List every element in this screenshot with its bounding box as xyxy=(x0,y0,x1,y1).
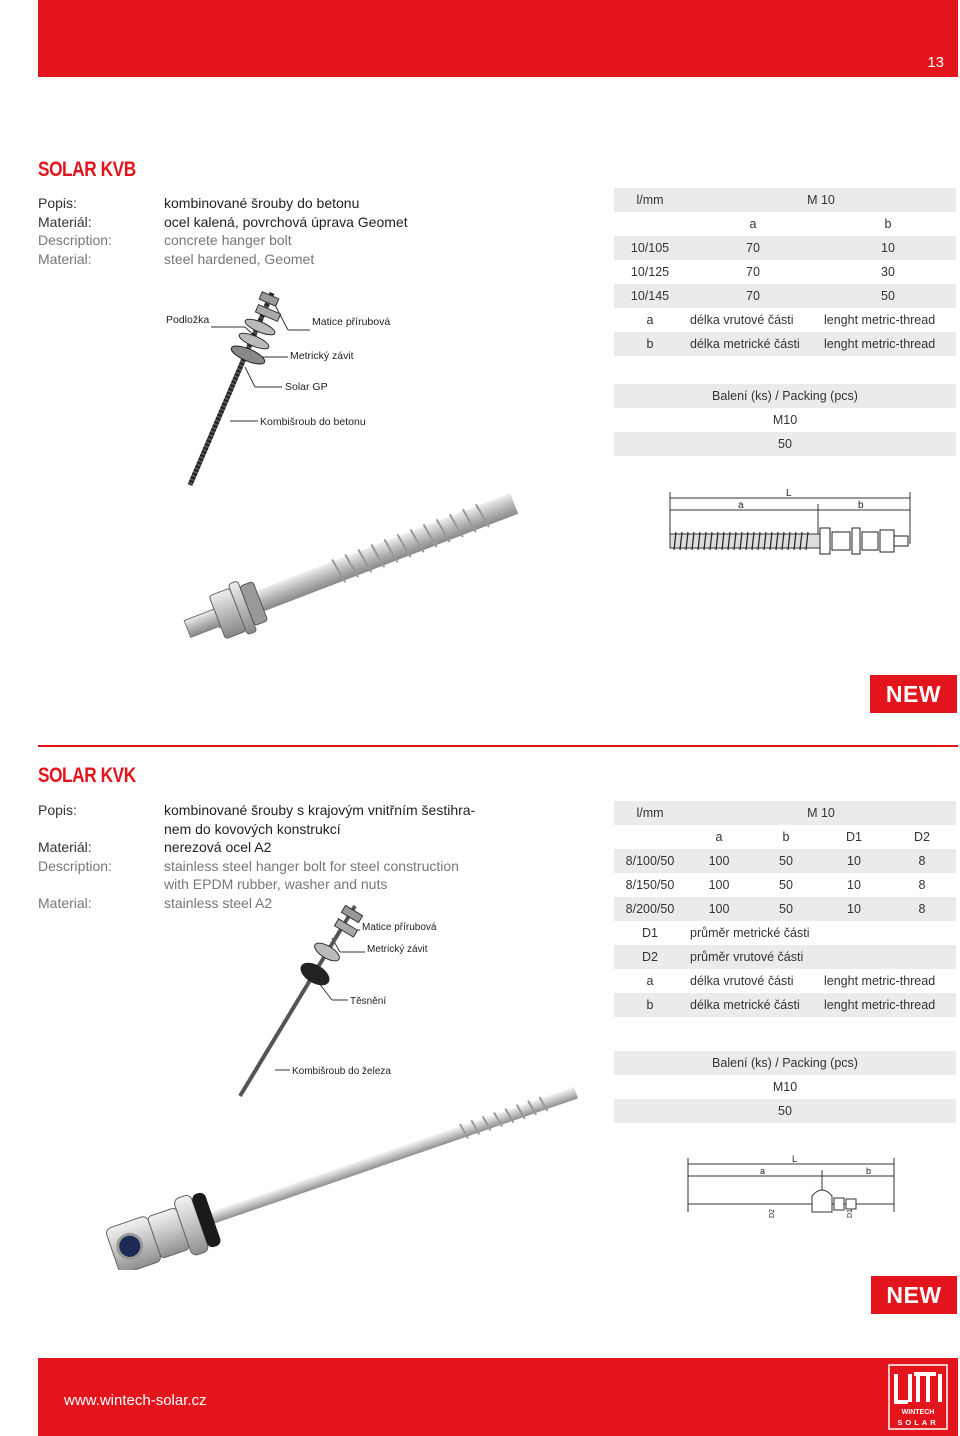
new-badge: NEW xyxy=(870,675,957,713)
packing-qty: 50 xyxy=(614,432,956,456)
table-header-l: l/mm xyxy=(614,188,686,212)
table-subheader-a: a xyxy=(686,825,752,849)
spec-label: Popis: xyxy=(38,195,77,211)
wintech-logo-icon xyxy=(888,1364,948,1430)
kvk-title: SOLAR KVK xyxy=(38,764,136,787)
table-subheader-a: a xyxy=(686,212,820,236)
dim-b: b xyxy=(858,500,864,511)
kvk-size-table xyxy=(614,801,956,1017)
table-header-m10: M 10 xyxy=(686,801,956,825)
spec-value: ocel kalená, povrchová úprava Geomet xyxy=(164,213,408,230)
new-badge: NEW xyxy=(871,1276,957,1314)
spec-value: concrete hanger bolt xyxy=(164,232,292,248)
spec-value: steel hardened, Geomet xyxy=(164,250,315,267)
dim-L: L xyxy=(792,1154,798,1164)
callout-bolt: Kombišroub do železa xyxy=(292,1066,391,1077)
callout-bolt: Kombišroub do betonu xyxy=(260,416,366,428)
kvb-technical-drawing xyxy=(668,484,914,556)
logo-sub: SOLAR xyxy=(897,1418,939,1427)
kvk-technical-drawing xyxy=(682,1152,900,1228)
callout-metric-thread: Metrický závit xyxy=(290,350,354,362)
dim-b: b xyxy=(866,1166,872,1176)
callout-washer: Podložka xyxy=(166,314,210,326)
table-row: 8/100/50 100 50 10 8 xyxy=(614,849,956,873)
packing-qty: 50 xyxy=(614,1099,956,1123)
callout-metric-thread: Metrický závit xyxy=(367,944,428,955)
legend-row: D1 průměr metrické části xyxy=(614,921,956,945)
table-header-l: l/mm xyxy=(614,801,686,825)
table-row: 8/200/50 100 50 10 8 xyxy=(614,897,956,921)
table-row: 8/150/50 100 50 10 8 xyxy=(614,873,956,897)
spec-value: kombinované šrouby do betonu xyxy=(164,195,360,211)
legend-row: b délka metrické části lenght metric-thread xyxy=(614,332,956,356)
table-subheader-d1: D1 xyxy=(820,825,888,849)
packing-size: M10 xyxy=(772,413,798,427)
spec-label: Materiál: xyxy=(38,213,92,230)
kvb-size-table xyxy=(614,188,956,356)
section-divider xyxy=(38,745,958,747)
kvk-shaft xyxy=(205,1087,578,1225)
packing-title: Balení (ks) / Packing (pcs) xyxy=(614,1051,956,1075)
kvk-seal-shape xyxy=(297,958,334,990)
legend-row: a délka vrutové části lenght metric-thread xyxy=(614,969,956,993)
table-row: 10/125 70 30 xyxy=(614,260,956,284)
page-number: 13 xyxy=(927,54,944,71)
spec-value: nerezová ocel A2 xyxy=(164,839,272,855)
spec-value: stainless steel A2 xyxy=(164,894,273,911)
dim-a: a xyxy=(760,1166,766,1176)
callout-flange-nut: Matice přírubová xyxy=(312,316,391,328)
spec-value: kombinované šrouby s krajovým vnitřním šestihra- xyxy=(164,802,476,818)
callout-solar-gp: Solar GP xyxy=(285,381,328,393)
spec-value: with EPDM rubber, washer and nuts xyxy=(164,876,388,892)
spec-label: Materiál: xyxy=(38,839,92,855)
kvb-product-photo xyxy=(140,480,540,690)
callout-seal: Těsnění xyxy=(350,996,387,1007)
kvk-packing-table xyxy=(614,1051,956,1123)
table-row: 10/145 70 50 xyxy=(614,284,956,308)
spec-label: Material: xyxy=(38,250,92,267)
kvb-tip xyxy=(184,609,220,637)
table-subheader-d2: D2 xyxy=(888,825,956,849)
kvb-specs xyxy=(38,194,408,268)
logo-text: WINTECH xyxy=(901,1409,935,1416)
legend-row: a délka vrutové části lenght metric-thread xyxy=(614,308,956,332)
kvk-exploded-diagram xyxy=(220,900,450,1100)
callout-line xyxy=(245,367,255,387)
spec-label: Popis: xyxy=(38,802,77,818)
footer-bar xyxy=(38,1358,958,1436)
footer-url-link[interactable]: www.wintech-solar.cz xyxy=(64,1392,207,1409)
spec-label: Description: xyxy=(38,857,112,874)
spec-value: nem do kovových konstrukcí xyxy=(164,820,341,837)
dim-a: a xyxy=(738,500,744,511)
kvk-product-photo xyxy=(90,1080,590,1270)
table-subheader-b: b xyxy=(820,212,956,236)
legend-row: D2 průměr vrutové části xyxy=(614,945,956,969)
packing-title: Balení (ks) / Packing (pcs) xyxy=(614,384,956,408)
legend-row: b délka metrické části lenght metric-thread xyxy=(614,993,956,1017)
table-subheader-b: b xyxy=(752,825,820,849)
callout-flange-nut: Matice přírubová xyxy=(362,922,437,933)
spec-label: Material: xyxy=(38,894,92,911)
packing-size: M10 xyxy=(772,1080,798,1094)
kvb-packing-table xyxy=(614,384,956,456)
dim-d2: D2 xyxy=(769,1209,776,1218)
table-header-m10: M 10 xyxy=(686,188,956,212)
dim-L: L xyxy=(786,488,792,499)
spec-label: Description: xyxy=(38,232,112,248)
table-row: 10/105 70 10 xyxy=(614,236,956,260)
kvb-exploded-diagram xyxy=(150,285,450,495)
header-bar xyxy=(38,0,958,77)
kvk-specs xyxy=(38,801,475,912)
spec-value: stainless steel hanger bolt for steel construction xyxy=(164,857,459,874)
dim-d1: D1 xyxy=(847,1209,854,1218)
kvb-title: SOLAR KVB xyxy=(38,158,136,181)
